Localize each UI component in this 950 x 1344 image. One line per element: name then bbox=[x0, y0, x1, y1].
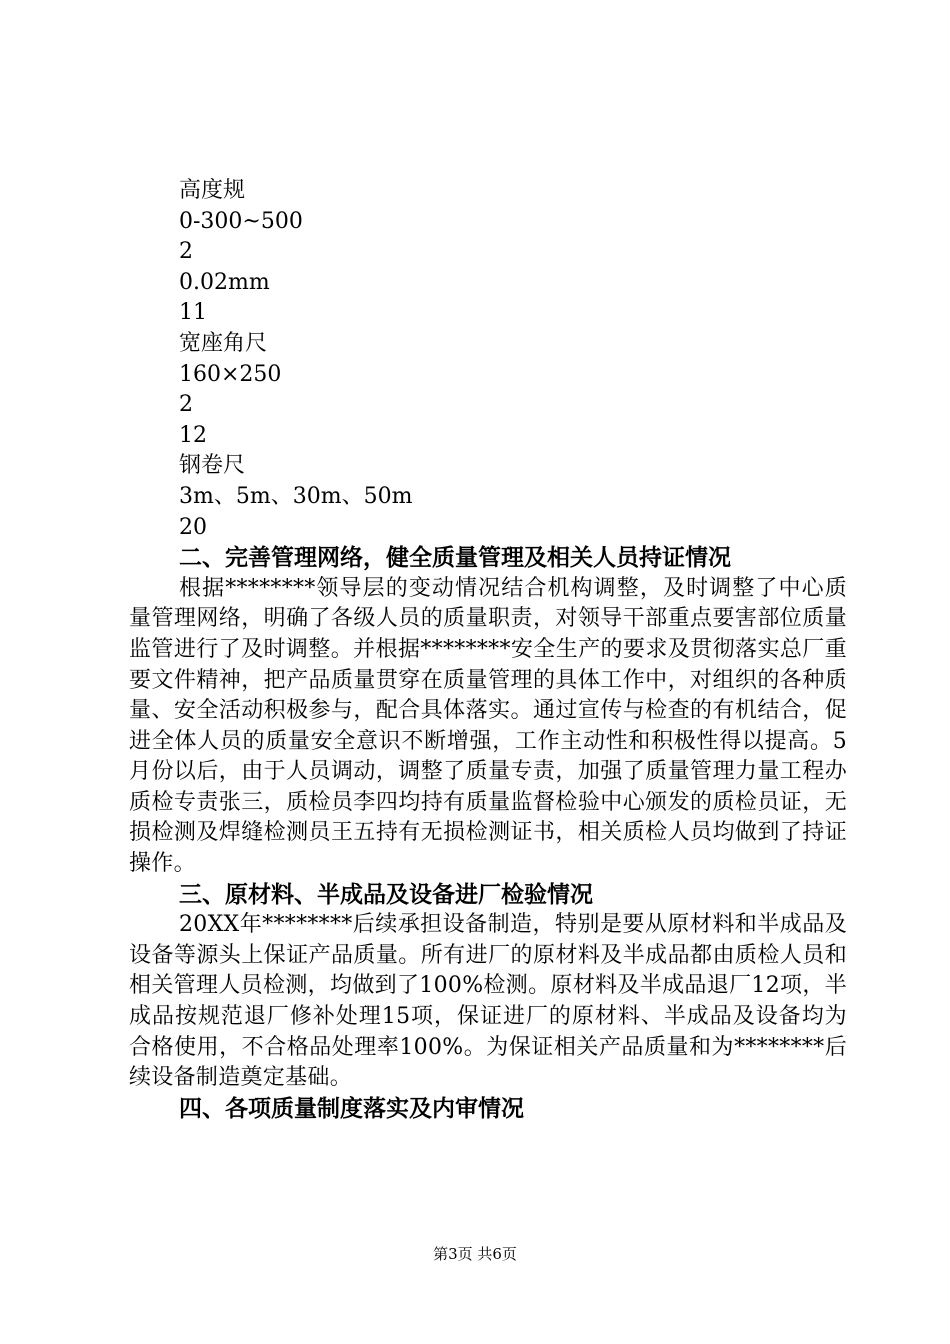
section-3-heading: 三、原材料、半成品及设备进厂检验情况 bbox=[179, 880, 593, 908]
section-2-body: 根据********领导层的变动情况结合机构调整，及时调整了中心质量管理网络，明确了各级人员的质量职责，对领导干部重点要害部位质量监管进行了及时调整。并根据********安全生产的要求及贯彻落实总厂重要文件精神，把产品质量贯穿在质量管理的具体工作中，对组织的各种质量、安全活动积极参与，配合具体落实。通过宣传与检查的有机结合，促进全体人员的质量安全意识不断增强，工作主动性和积极性得以提高。5月份以后，由于人员调动，调整了质量专责，加强了质量管理力量工程办质检专责张三，质检员李四均持有质量监督检验中心颁发的质检员证，无损检测及焊缝检测员王五持有无损检测证书，相关质检人员均做到了持证操作。 bbox=[129, 575, 847, 877]
section-2-heading: 二、完善管理网络，健全质量管理及相关人员持证情况 bbox=[179, 544, 731, 572]
section-3-body: 20XX年********后续承担设备制造，特别是要从原材料和半成品及设备等源头上保证产品质量。所有进厂的原材料及半成品都由质检人员和相关管理人员检测，均做到了100%检测。原材料及半成品退厂12项，半成品按规范退厂修补处理15项，保证进厂的原材料、半成品及设备均为合格使用，不合格品处理率100%。为保证相关产品质量和为********后续设备制造奠定基础。 bbox=[129, 912, 847, 1091]
spec-item-square-qty: 2 bbox=[179, 392, 193, 418]
spec-item-gauge-name: 高度规 bbox=[179, 178, 246, 203]
spec-item-gauge-range: 0-300~500 bbox=[179, 208, 303, 234]
page-footer: 第3页 共6页 bbox=[433, 1245, 517, 1263]
section-4-heading: 四、各项质量制度落实及内审情况 bbox=[179, 1094, 524, 1122]
spec-item-square-name: 宽座角尺 bbox=[179, 330, 268, 356]
document-body bbox=[129, 176, 847, 1124]
spec-item-tape-name: 钢卷尺 bbox=[179, 453, 246, 479]
spec-item-tape-qty: 20 bbox=[179, 514, 207, 540]
spec-item-index-12: 12 bbox=[179, 422, 207, 448]
spec-item-tape-sizes: 3m、5m、30m、50m bbox=[179, 483, 413, 509]
spec-item-gauge-qty: 2 bbox=[179, 239, 193, 265]
spec-item-square-size: 160×250 bbox=[179, 361, 282, 387]
spec-item-gauge-precision: 0.02mm bbox=[179, 269, 270, 295]
spec-item-index-11: 11 bbox=[179, 300, 207, 326]
